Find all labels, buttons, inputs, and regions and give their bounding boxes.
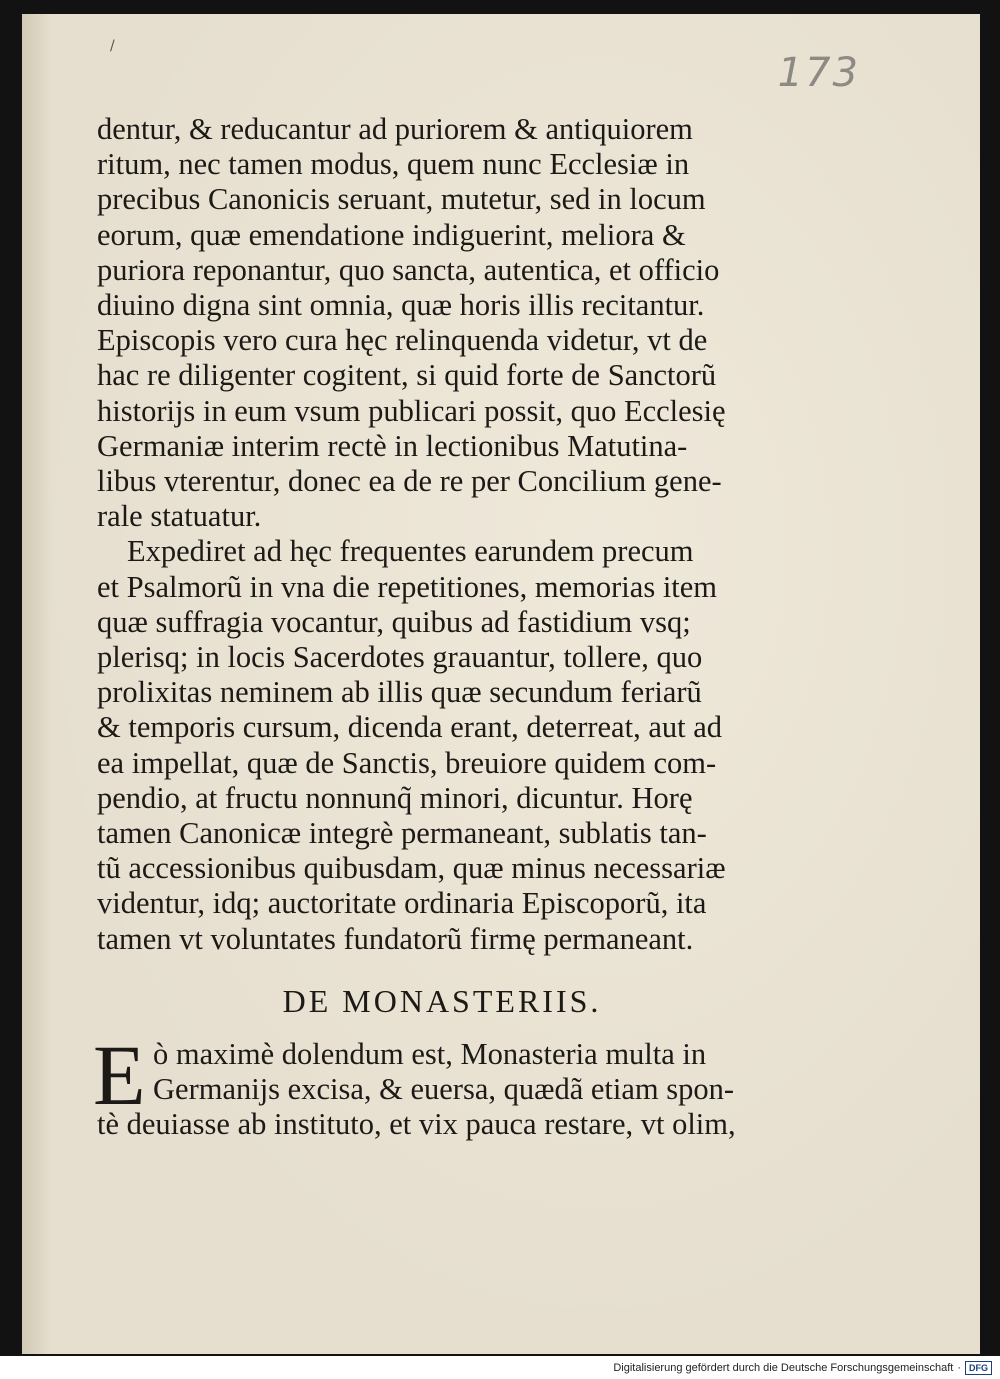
text-line: libus vterentur, donec ea de re per Concilium gene-	[97, 464, 722, 499]
text-line: prolixitas neminem ab illis quæ secundum feriarũ	[97, 675, 702, 710]
text-line: & temporis cursum, dicenda erant, deterreat, aut ad	[97, 710, 722, 745]
text-line: tè deuiasse ab instituto, et vix pauca restare, vt olim,	[97, 1107, 736, 1142]
dfg-logo: DFG	[965, 1361, 992, 1375]
text-line: hac re diligenter cogitent, si quid forte de Sanctorũ	[97, 358, 717, 393]
text-line: ea impellat, quæ de Sanctis, breuiore quidem com-	[97, 745, 717, 780]
text-line: ò maximè dolendum est, Monasteria multa in	[153, 1036, 707, 1071]
text-line: ritum, nec tamen modus, quem nunc Ecclesiæ in	[97, 147, 690, 182]
document-page	[22, 14, 980, 1354]
footer-bar	[0, 1356, 1000, 1379]
text-line: dentur, & reducantur ad puriorem & antiquiorem	[97, 112, 693, 146]
text-line: historijs in eum vsum publicari possit, quo Ecclesię	[97, 393, 726, 428]
drop-cap: E	[93, 1026, 146, 1123]
text-line: eorum, quæ emendatione indiguerint, meliora &	[97, 217, 686, 252]
text-line: Germanijs excisa, & euersa, quædã etiam spon-	[153, 1072, 735, 1107]
text-line: tũ accessionibus quibusdam, quæ minus necessariæ	[97, 851, 726, 886]
text-line: plerisq; in locis Sacerdotes grauantur, tollere, quo	[97, 640, 703, 675]
text-line: diuino digna sint omnia, quæ horis illis recitantur.	[97, 288, 705, 323]
text-line: rale statuatur.	[97, 499, 262, 534]
text-line: precibus Canonicis seruant, mutetur, sed in locum	[97, 182, 706, 217]
text-line: pendio, at fructu nonnunq̃ minori, dicuntur. Horę	[97, 780, 693, 815]
text-line: Germaniæ interim rectè in lectionibus Matutina-	[97, 428, 688, 463]
paragraph-3	[93, 1026, 787, 1143]
text-line: Expediret ad hęc frequentes earundem precum	[127, 534, 694, 569]
paragraph-2	[97, 534, 787, 956]
text-line: et Psalmorũ in vna die repetitiones, memorias item	[97, 569, 718, 604]
section-heading: DE MONASTERIIS.	[282, 982, 602, 1019]
text-line: quæ suffragia vocantur, quibus ad fastidium vsq;	[97, 604, 691, 639]
text-line: tamen Canonicæ integrè permaneant, sublatis tan-	[97, 816, 707, 851]
footer-separator: ·	[957, 1361, 961, 1374]
page-number: 173	[777, 50, 860, 96]
stray-mark: /	[110, 38, 115, 54]
text-line: videntur, idq; auctoritate ordinaria Episcoporũ, ita	[97, 886, 707, 921]
footer-credit: Digitalisierung gefördert durch die Deutsche Forschungsgemeinschaft	[613, 1361, 954, 1374]
text-line: Episcopis vero cura hęc relinquenda videtur, vt de	[97, 323, 708, 358]
paragraph-1	[97, 112, 787, 534]
text-line: puriora reponantur, quo sancta, autentica, et officio	[97, 252, 720, 287]
text-line: tamen vt voluntates fundatorũ firmę permaneant.	[97, 921, 694, 956]
page-text	[93, 112, 787, 1142]
